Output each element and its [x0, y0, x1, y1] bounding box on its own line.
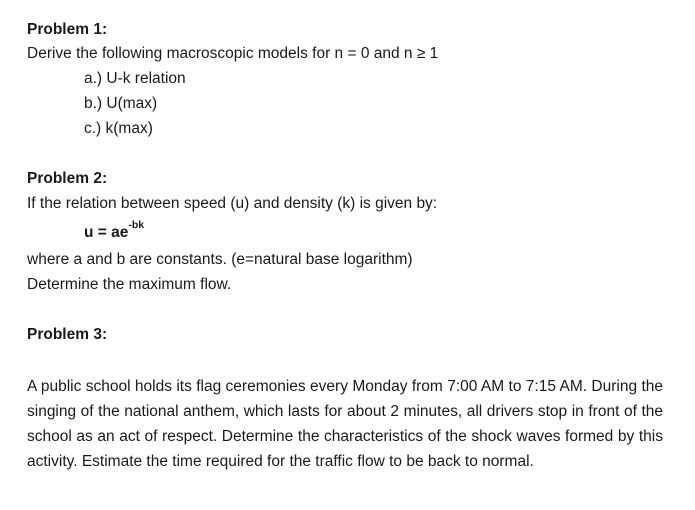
problem-1-item-c: c.) k(max)	[84, 120, 153, 137]
formula-base: u = ae	[84, 224, 129, 241]
speed-density-formula	[84, 218, 145, 243]
problem-1-heading: Problem 1:	[27, 21, 108, 38]
problem-2-task: Determine the maximum flow.	[27, 276, 232, 293]
problem-3-paragraph: A public school holds its flag ceremonies every Monday from 7:00 AM to 7:15 AM. During the singing of the national anthem, which lasts for about 2 minutes, all drivers stop in front of the school as an act of respect. Determine the characteristics of the shock waves formed by this activity. Estimate the time required for the traffic flow to be back to normal.	[27, 378, 663, 470]
problem-1-item-a: a.) U-k relation	[84, 70, 186, 87]
problem-3-heading: Problem 3:	[27, 326, 108, 343]
problem-2-prompt: If the relation between speed (u) and density (k) is given by:	[27, 195, 438, 212]
problem-2-note: where a and b are constants. (e=natural base logarithm)	[27, 251, 413, 268]
problem-2-heading: Problem 2:	[27, 170, 108, 187]
problem-1-item-b: b.) U(max)	[84, 95, 158, 112]
problem-1-prompt: Derive the following macroscopic models for n = 0 and n ≥ 1	[27, 45, 439, 62]
formula-exponent: -bk	[128, 218, 145, 231]
